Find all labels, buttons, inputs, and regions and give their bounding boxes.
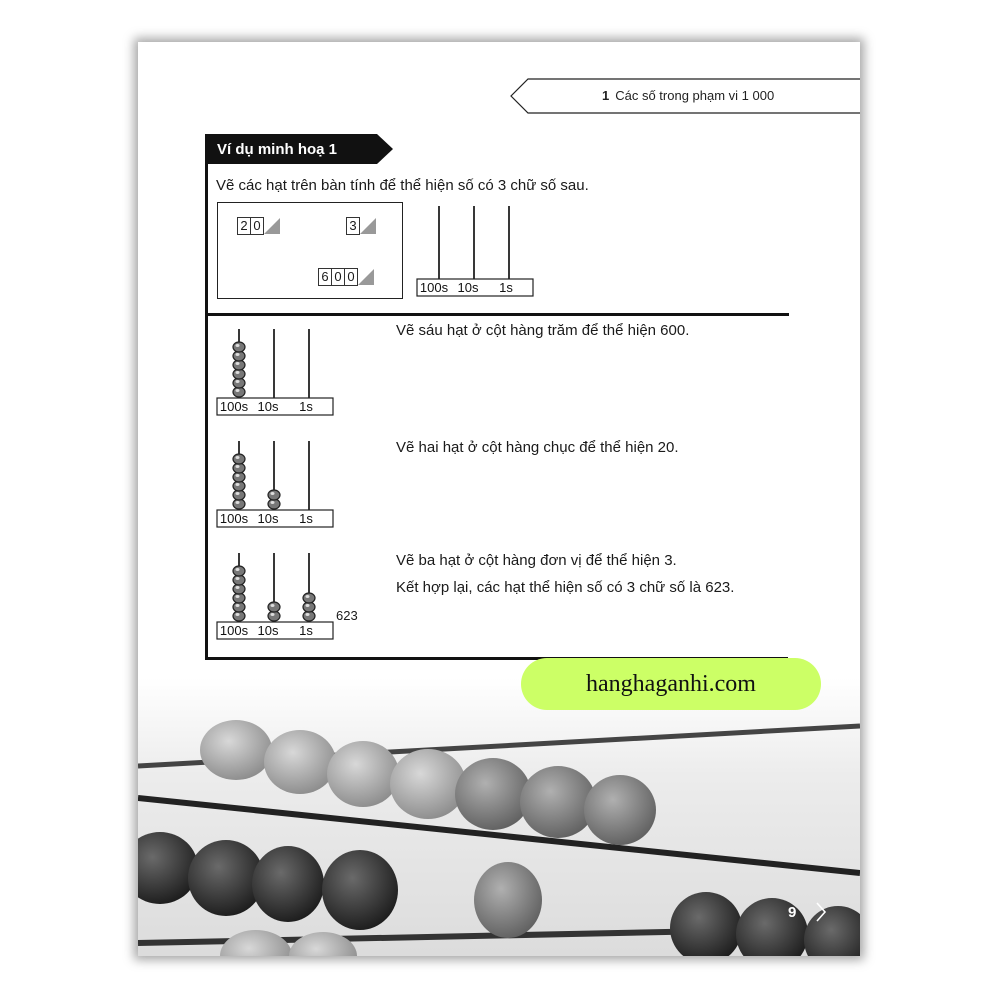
step-2-text: Vẽ hai hạt ở cột hàng chục để thể hiện 20. (396, 439, 679, 456)
bead-highlight (236, 501, 240, 504)
column-label: 10s (257, 511, 279, 526)
bead-highlight (306, 604, 310, 607)
bead-highlight (236, 389, 240, 392)
step-3-conclusion: Kết hợp lại, các hạt thể hiện số có 3 chữ số là 623. (396, 579, 735, 596)
card-digit: 6 (318, 268, 332, 286)
abacus-bead (268, 490, 280, 500)
abacus-bead (233, 342, 245, 352)
number-cards-box (217, 202, 403, 299)
card-600 (318, 268, 374, 286)
column-label: 100s (219, 511, 249, 526)
chapter-number: 1 (602, 88, 610, 103)
bead-highlight (236, 577, 240, 580)
bead-highlight (236, 380, 240, 383)
abacus-bead (268, 602, 280, 612)
example-header (205, 134, 393, 169)
card-digit: 0 (331, 268, 345, 286)
bead-highlight (236, 371, 240, 374)
abacus-bead (303, 593, 315, 603)
step-3-text: Vẽ ba hạt ở cột hàng đơn vị để thể hiện 3. (396, 552, 677, 569)
column-label: 100s (219, 399, 249, 414)
column-label: 1s (499, 280, 513, 295)
abacus-bead (233, 454, 245, 464)
bead-highlight (236, 456, 240, 459)
bead-highlight (271, 492, 275, 495)
bead-highlight (271, 613, 275, 616)
abacus-empty (416, 202, 536, 298)
card-tab-shape (358, 269, 374, 285)
chapter-title-text: Các số trong phạm vi 1 000 (615, 88, 775, 103)
bead-highlight (271, 501, 275, 504)
abacus-step-1 (216, 325, 336, 417)
bead-highlight (236, 613, 240, 616)
bead-highlight (236, 474, 240, 477)
chapter-title (602, 88, 774, 103)
frame-left-line (205, 144, 208, 660)
column-label: 10s (257, 399, 279, 414)
watermark-badge: hanghaganhi.com (521, 658, 821, 710)
abacus-step-3 (216, 549, 336, 641)
card-digit: 2 (237, 217, 251, 235)
column-label: 10s (257, 623, 279, 638)
bead-highlight (236, 362, 240, 365)
column-label: 100s (219, 623, 249, 638)
frame-divider (205, 313, 789, 316)
card-digit: 0 (344, 268, 358, 286)
card-3 (346, 217, 376, 235)
card-tab-shape (360, 218, 376, 234)
bead-highlight (236, 595, 240, 598)
chapter-header (510, 78, 860, 114)
book-page (138, 42, 860, 956)
column-label: 10s (457, 280, 479, 295)
bead-highlight (306, 595, 310, 598)
column-label: 1s (299, 399, 313, 414)
example-label: Ví dụ minh hoạ 1 (217, 141, 338, 158)
card-digit: 3 (346, 217, 360, 235)
bead-highlight (236, 492, 240, 495)
result-number: 623 (336, 608, 358, 623)
step-1-text: Vẽ sáu hạt ở cột hàng trăm để thể hiện 600. (396, 322, 690, 339)
bead-highlight (236, 483, 240, 486)
abacus-bead (233, 566, 245, 576)
page-number: 9 (788, 904, 797, 921)
column-label: 100s (419, 280, 449, 295)
bead-highlight (306, 613, 310, 616)
card-tab-shape (264, 218, 280, 234)
card-20 (237, 217, 280, 235)
instruction-text: Vẽ các hạt trên bàn tính để thể hiện số có 3 chữ số sau. (216, 177, 589, 194)
bead-highlight (236, 344, 240, 347)
abacus-photo (138, 678, 860, 956)
chevron-right-icon[interactable] (814, 900, 828, 924)
bead-highlight (236, 586, 240, 589)
bead-highlight (236, 604, 240, 607)
column-label: 1s (299, 623, 313, 638)
bead-highlight (236, 353, 240, 356)
bead-highlight (271, 604, 275, 607)
bead-highlight (236, 465, 240, 468)
card-digit: 0 (250, 217, 264, 235)
bead-highlight (236, 568, 240, 571)
column-label: 1s (299, 511, 313, 526)
abacus-step-2 (216, 437, 336, 529)
